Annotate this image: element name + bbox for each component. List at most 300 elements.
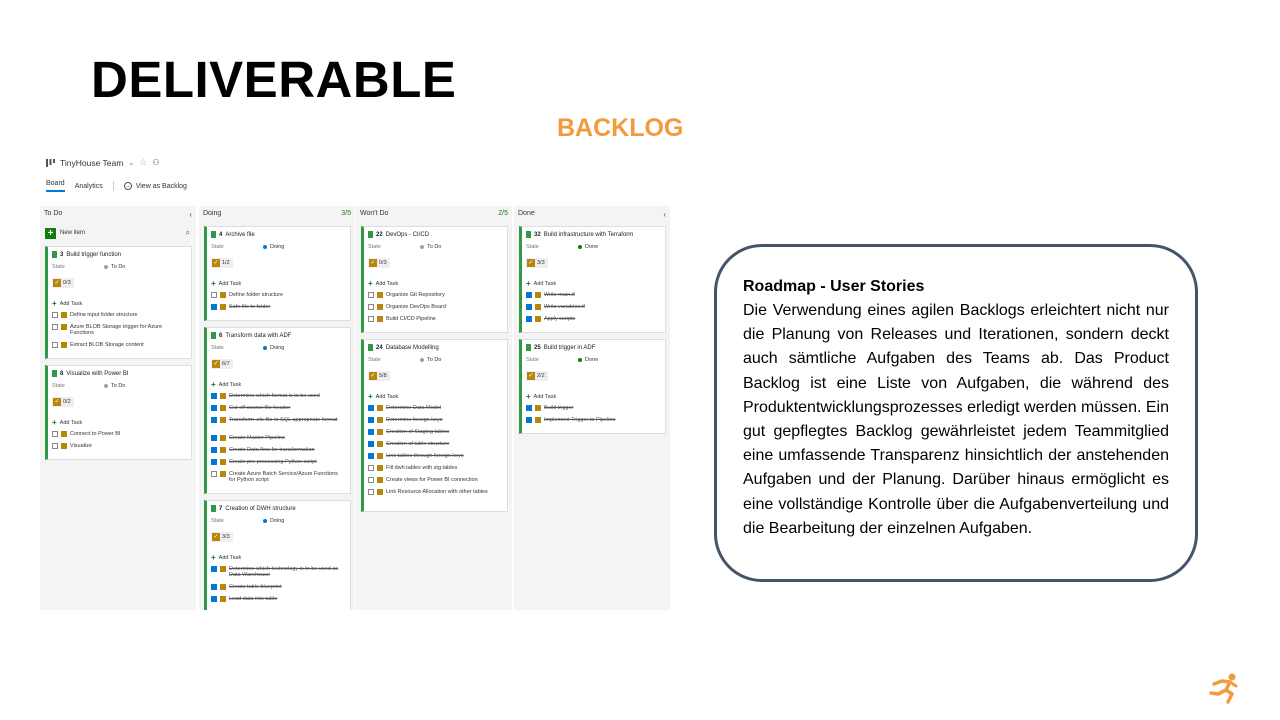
plus-icon: + <box>211 380 216 389</box>
state-text: Doing <box>270 345 285 351</box>
circle-arrow-icon: → <box>124 183 131 189</box>
state-row <box>52 383 182 389</box>
card-title-text: Build infrastructure with Terraform <box>543 231 634 238</box>
task-checkbox[interactable] <box>368 453 374 459</box>
task-type-icon <box>377 465 383 471</box>
card-title[interactable] <box>368 231 429 238</box>
task-type-icon <box>377 489 383 495</box>
task-item[interactable] <box>526 417 616 423</box>
add-task-button[interactable] <box>52 418 82 427</box>
task-type-icon <box>220 304 226 310</box>
task-progress: 0/3 <box>379 260 387 266</box>
user-story-icon <box>526 344 531 351</box>
task-label: Create pre-processing Python script <box>229 459 317 465</box>
task-type-icon <box>377 292 383 298</box>
task-item[interactable] <box>368 405 441 411</box>
task-checkbox[interactable] <box>526 292 532 298</box>
task-checkbox[interactable] <box>52 342 58 348</box>
task-checkbox[interactable] <box>211 459 217 465</box>
plus-icon: + <box>526 392 531 401</box>
task-type-icon <box>377 477 383 483</box>
task-label: Define folder structure <box>229 292 284 298</box>
state-dot-icon <box>578 358 582 362</box>
task-checkbox[interactable] <box>211 566 217 572</box>
task-type-icon <box>220 417 226 423</box>
star-icon[interactable]: ☆ <box>139 157 148 167</box>
task-item[interactable] <box>526 405 573 411</box>
add-task-label: Add Task <box>375 280 399 287</box>
task-item[interactable] <box>52 342 144 348</box>
user-story-icon <box>368 231 373 238</box>
task-checkbox[interactable] <box>52 312 58 318</box>
card-id: 25 <box>534 344 541 351</box>
state-dot-icon <box>578 245 582 249</box>
task-item[interactable] <box>52 324 185 336</box>
task-item[interactable] <box>211 417 337 423</box>
plus-icon: + <box>211 279 216 288</box>
task-type-icon <box>535 316 541 322</box>
task-progress-badge[interactable] <box>526 371 548 381</box>
state-text: To Do <box>427 244 442 250</box>
work-item-card[interactable] <box>45 365 192 460</box>
task-type-icon <box>377 429 383 435</box>
task-checkbox[interactable] <box>368 417 374 423</box>
user-story-icon <box>526 231 531 238</box>
user-story-icon <box>211 332 216 339</box>
task-label: Link Resource Allocation with other tables <box>386 489 488 495</box>
board-column <box>514 206 670 610</box>
state-dot-icon <box>263 519 267 523</box>
column-header <box>203 210 351 222</box>
task-checkbox[interactable] <box>368 441 374 447</box>
add-task-label: Add Task <box>533 280 557 287</box>
state-value[interactable] <box>263 345 284 351</box>
state-row <box>211 518 341 524</box>
task-checkbox[interactable] <box>526 417 532 423</box>
task-item[interactable] <box>526 316 575 322</box>
state-dot-icon <box>104 265 108 269</box>
plus-icon: + <box>368 392 373 401</box>
task-progress: 3/3 <box>537 260 545 266</box>
task-type-icon <box>377 441 383 447</box>
task-checkbox[interactable] <box>526 316 532 322</box>
task-item[interactable] <box>52 431 120 437</box>
task-checkbox[interactable] <box>368 316 374 322</box>
task-checkbox[interactable] <box>211 304 217 310</box>
task-label: Cut off source file header <box>229 405 291 411</box>
task-item[interactable] <box>211 566 344 578</box>
roadmap-body: Die Verwendung eines agilen Backlogs erleichtert nicht nur die Planung von Releases und Iterationen, sondern deckt auch sämtliche Aufgaben des Teams ab. Das Product Backlog ist eine Liste von Aufgaben, die während des Produktentwicklungsprozesses erledigt werden müssen. Ein gut gepflegtes Backlog gewährleistet jedem Teammitglied eine umfassende Transparenz hinsichtlich der anstehenden Aufgaben und der Planung. Darüber hinaus ermöglicht es eine vollständige Kontrolle über die Aufgabenverteilung und die Bearbeitung der einzelnen Aufgaben. <box>743 302 1169 537</box>
column-header <box>518 210 666 222</box>
slide-title: DELIVERABLE <box>91 51 457 108</box>
state-row <box>368 357 498 363</box>
card-title[interactable] <box>211 505 296 512</box>
state-label: State <box>52 264 65 270</box>
task-label: Creation of Staging tables <box>386 429 450 435</box>
state-label: State <box>211 345 224 351</box>
task-label: Organize DevOps Board <box>386 304 446 310</box>
card-title-text: Creation of DWH structure <box>225 505 296 512</box>
task-progress-badge[interactable] <box>52 397 74 407</box>
task-label: Organize Git Repository <box>386 292 445 298</box>
column-header <box>360 210 508 222</box>
card-title-text: DevOps - CI/CD <box>385 231 430 238</box>
task-item[interactable] <box>368 453 464 459</box>
task-item[interactable] <box>52 312 138 318</box>
task-checkbox[interactable] <box>368 465 374 471</box>
column-name: Won't Do <box>360 210 389 217</box>
task-item[interactable] <box>211 459 317 465</box>
task-check-icon: ✓ <box>54 280 60 286</box>
task-checkbox[interactable] <box>211 417 217 423</box>
new-item-button[interactable] <box>45 226 190 240</box>
card-title-text: Transform data with ADF <box>225 332 292 339</box>
task-checkbox[interactable] <box>211 596 217 602</box>
task-type-icon <box>535 405 541 411</box>
column-wip-count: 3/5 <box>341 210 351 217</box>
column-header <box>44 210 192 222</box>
task-progress: 0/2 <box>63 399 71 405</box>
task-item[interactable] <box>211 304 270 310</box>
task-label: Build trigger <box>544 405 574 411</box>
task-progress-badge[interactable] <box>211 258 233 268</box>
task-check-icon: ✓ <box>213 260 219 266</box>
card-title-text: Visualize with Power BI <box>66 370 129 377</box>
roadmap-textbox <box>714 244 1198 582</box>
state-text: Doing <box>270 244 285 250</box>
task-check-icon: ✓ <box>528 260 534 266</box>
task-progress-badge[interactable] <box>211 359 233 369</box>
board-column <box>356 206 512 610</box>
state-label: State <box>526 357 539 363</box>
task-type-icon <box>220 405 226 411</box>
task-item[interactable] <box>211 405 290 411</box>
work-item-card[interactable] <box>519 339 666 434</box>
board-column <box>40 206 196 610</box>
task-check-icon: ✓ <box>213 361 219 367</box>
task-checkbox[interactable] <box>368 405 374 411</box>
search-icon[interactable]: ⌕ <box>185 228 190 237</box>
state-value[interactable] <box>578 244 598 250</box>
task-item[interactable] <box>368 304 446 310</box>
add-task-button[interactable] <box>368 392 398 401</box>
card-title[interactable] <box>368 344 439 351</box>
column-name: Doing <box>203 210 222 217</box>
running-figure-icon <box>1208 672 1242 704</box>
task-item[interactable] <box>526 304 585 310</box>
task-item[interactable] <box>368 429 449 435</box>
state-label: State <box>211 518 224 524</box>
task-checkbox[interactable] <box>368 292 374 298</box>
task-label: Determine foreign keys <box>386 417 443 423</box>
task-item[interactable] <box>368 441 449 447</box>
card-title[interactable] <box>52 370 129 377</box>
task-check-icon: ✓ <box>54 399 60 405</box>
chevron-left-icon[interactable]: ‹ <box>663 210 666 219</box>
state-text: Doing <box>270 518 285 524</box>
column-name: Done <box>518 210 535 217</box>
add-task-button[interactable] <box>368 279 398 288</box>
plus-icon: + <box>526 279 531 288</box>
task-label: Write main.tf <box>544 292 575 298</box>
board-column <box>199 206 355 610</box>
task-checkbox[interactable] <box>368 304 374 310</box>
card-title[interactable] <box>211 231 255 238</box>
chevron-down-icon[interactable]: ⌄ <box>128 159 135 167</box>
task-progress-badge[interactable] <box>211 532 233 542</box>
task-checkbox[interactable] <box>368 429 374 435</box>
user-story-icon <box>211 231 216 238</box>
add-task-label: Add Task <box>59 300 83 307</box>
state-label: State <box>368 357 381 363</box>
add-task-button[interactable] <box>211 553 241 562</box>
kanban-board-screenshot <box>40 152 670 610</box>
user-story-icon <box>52 251 57 258</box>
state-text: To Do <box>111 264 126 270</box>
state-dot-icon <box>420 245 424 249</box>
task-label: Link tables through foreign keys <box>386 453 464 459</box>
task-type-icon <box>61 342 67 348</box>
task-progress: 3/3 <box>222 534 230 540</box>
state-value[interactable] <box>578 357 598 363</box>
task-item[interactable] <box>368 417 443 423</box>
task-checkbox[interactable] <box>52 324 58 330</box>
task-progress: 5/8 <box>379 373 387 379</box>
card-title[interactable] <box>526 231 633 238</box>
task-type-icon <box>61 431 67 437</box>
add-task-label: Add Task <box>533 393 557 400</box>
column-wip-count: 2/5 <box>498 210 508 217</box>
state-dot-icon <box>263 346 267 350</box>
task-checkbox[interactable] <box>211 435 217 441</box>
add-task-button[interactable] <box>211 279 241 288</box>
card-title[interactable] <box>526 344 595 351</box>
task-label: Create Master Pipeline <box>229 435 285 441</box>
task-item[interactable] <box>368 477 478 483</box>
state-row <box>211 345 341 351</box>
task-checkbox[interactable] <box>52 431 58 437</box>
add-task-button[interactable] <box>526 392 556 401</box>
task-item[interactable] <box>211 393 320 399</box>
work-item-card[interactable] <box>204 500 351 610</box>
task-type-icon <box>220 566 226 572</box>
task-item[interactable] <box>368 316 436 322</box>
plus-icon: + <box>368 279 373 288</box>
task-label: Apply scripts <box>544 316 576 322</box>
task-item[interactable] <box>368 465 457 471</box>
card-id: 8 <box>60 370 64 377</box>
state-value[interactable] <box>104 264 125 270</box>
task-type-icon <box>220 459 226 465</box>
add-task-label: Add Task <box>59 419 83 426</box>
state-value[interactable] <box>420 357 441 363</box>
task-type-icon <box>220 584 226 590</box>
task-checkbox[interactable] <box>211 292 217 298</box>
add-task-label: Add Task <box>218 554 242 561</box>
task-progress-badge[interactable] <box>52 278 74 288</box>
task-progress: 0/3 <box>63 280 71 286</box>
roadmap-heading: Roadmap - User Stories <box>743 278 925 295</box>
card-title[interactable] <box>211 332 291 339</box>
work-item-card[interactable] <box>361 339 508 512</box>
task-type-icon <box>220 471 226 477</box>
tab-analytics[interactable]: Analytics <box>74 182 103 190</box>
task-label: Fill dwh.tables with stg.tables <box>386 465 458 471</box>
user-story-icon <box>368 344 373 351</box>
task-label: Connect to Power BI <box>70 431 121 437</box>
work-item-card[interactable] <box>204 226 351 321</box>
people-icon[interactable]: ⚇ <box>152 158 160 167</box>
task-checkbox[interactable] <box>526 405 532 411</box>
task-label: Build CI/CD Pipeline <box>386 316 436 322</box>
task-type-icon <box>220 596 226 602</box>
task-checkbox[interactable] <box>211 584 217 590</box>
state-row <box>526 357 656 363</box>
task-progress-badge[interactable] <box>368 371 390 381</box>
state-value[interactable] <box>263 518 284 524</box>
task-label: Define input folder structure <box>70 312 138 318</box>
card-title-text: Database Modelling <box>385 344 439 351</box>
state-value[interactable] <box>104 383 125 389</box>
task-progress-badge[interactable] <box>368 258 390 268</box>
task-type-icon <box>535 292 541 298</box>
state-text: Done <box>585 244 599 250</box>
task-checkbox[interactable] <box>211 447 217 453</box>
add-task-button[interactable] <box>52 299 82 308</box>
state-value[interactable] <box>263 244 284 250</box>
state-row <box>526 244 656 250</box>
card-id: 32 <box>534 231 541 238</box>
task-item[interactable] <box>211 435 285 441</box>
task-type-icon <box>377 405 383 411</box>
task-item[interactable] <box>211 471 344 483</box>
state-value[interactable] <box>420 244 441 250</box>
user-story-icon <box>52 370 57 377</box>
task-check-icon: ✓ <box>370 373 376 379</box>
state-text: Done <box>585 357 599 363</box>
column-name: To Do <box>44 210 63 217</box>
task-label: Implement Trigger to Pipeline <box>544 417 616 423</box>
add-task-label: Add Task <box>218 381 242 388</box>
task-item[interactable] <box>368 489 488 495</box>
task-label: Create Data flow for transformation <box>229 447 315 453</box>
task-checkbox[interactable] <box>526 304 532 310</box>
card-title-text: Archive file <box>225 231 255 238</box>
plus-icon: + <box>52 418 57 427</box>
state-label: State <box>368 244 381 250</box>
task-type-icon <box>220 292 226 298</box>
card-id: 24 <box>376 344 383 351</box>
task-item[interactable] <box>52 443 92 449</box>
task-type-icon <box>535 417 541 423</box>
board-header <box>40 152 670 200</box>
state-dot-icon <box>104 384 108 388</box>
task-checkbox[interactable] <box>368 489 374 495</box>
card-title[interactable] <box>52 251 121 258</box>
card-title-text: Build trigger function <box>66 251 122 258</box>
nav-divider <box>113 181 114 191</box>
tab-board[interactable]: Board <box>46 180 65 192</box>
slide-subtitle: BACKLOG <box>557 114 684 142</box>
task-label: Load data into table <box>229 596 278 602</box>
task-checkbox[interactable] <box>368 477 374 483</box>
task-checkbox[interactable] <box>211 405 217 411</box>
task-progress: 6/7 <box>222 361 230 367</box>
nav-row <box>46 180 187 192</box>
team-name[interactable]: TinyHouse Team <box>60 157 124 168</box>
task-label: Determine which technology is to be used as Data Warehouse <box>229 566 339 578</box>
task-item[interactable] <box>368 292 445 298</box>
work-item-card[interactable] <box>45 246 192 359</box>
state-text: To Do <box>111 383 126 389</box>
view-as-backlog-label: View as Backlog <box>135 182 187 190</box>
card-id: 22 <box>376 231 383 238</box>
task-type-icon <box>220 435 226 441</box>
task-label: Creation of table structure <box>386 441 450 447</box>
state-row <box>368 244 498 250</box>
task-label: Create views for Power BI connection <box>386 477 478 483</box>
card-id: 7 <box>219 505 223 512</box>
state-dot-icon <box>263 245 267 249</box>
task-check-icon: ✓ <box>528 373 534 379</box>
view-as-backlog-link[interactable] <box>124 182 187 190</box>
work-item-card[interactable] <box>204 327 351 494</box>
task-label: Transform .xls-file to SQL appropriate format <box>229 417 338 423</box>
task-label: Determine which format is to be used <box>229 393 320 399</box>
task-label: Azure BLOB Storage trigger for Azure Functions <box>70 324 163 336</box>
plus-icon: + <box>211 553 216 562</box>
task-progress: 2/2 <box>537 373 545 379</box>
task-label: Create Azure Batch Service/Azure Functions for Python script <box>229 471 338 483</box>
add-task-button[interactable] <box>526 279 556 288</box>
task-label: Safe file to folder <box>229 304 271 310</box>
task-label: Write variables.tf <box>544 304 585 310</box>
task-progress-badge[interactable] <box>526 258 548 268</box>
task-type-icon <box>220 447 226 453</box>
add-task-button[interactable] <box>211 380 241 389</box>
task-item[interactable] <box>211 584 282 590</box>
task-type-icon <box>220 393 226 399</box>
state-text: To Do <box>427 357 442 363</box>
work-item-card[interactable] <box>361 226 508 333</box>
task-checkbox[interactable] <box>211 471 217 477</box>
chevron-left-icon[interactable]: ‹ <box>189 210 192 219</box>
task-checkbox[interactable] <box>211 393 217 399</box>
plus-icon: + <box>45 228 56 239</box>
task-type-icon <box>377 304 383 310</box>
task-type-icon <box>377 417 383 423</box>
task-label: Visualize <box>70 443 92 449</box>
plus-icon: + <box>52 299 57 308</box>
add-task-label: Add Task <box>375 393 399 400</box>
task-label: Extract BLOB Storage content <box>70 342 144 348</box>
task-item[interactable] <box>526 292 575 298</box>
add-task-label: Add Task <box>218 280 242 287</box>
task-type-icon <box>535 304 541 310</box>
task-item[interactable] <box>211 292 283 298</box>
task-type-icon <box>377 316 383 322</box>
new-item-label: New item <box>60 230 86 236</box>
state-label: State <box>52 383 65 389</box>
task-checkbox[interactable] <box>52 443 58 449</box>
task-item[interactable] <box>211 596 277 602</box>
work-item-card[interactable] <box>519 226 666 333</box>
task-item[interactable] <box>211 447 315 453</box>
card-id: 6 <box>219 332 223 339</box>
task-progress: 1/2 <box>222 260 230 266</box>
task-type-icon <box>61 324 67 330</box>
state-label: State <box>526 244 539 250</box>
